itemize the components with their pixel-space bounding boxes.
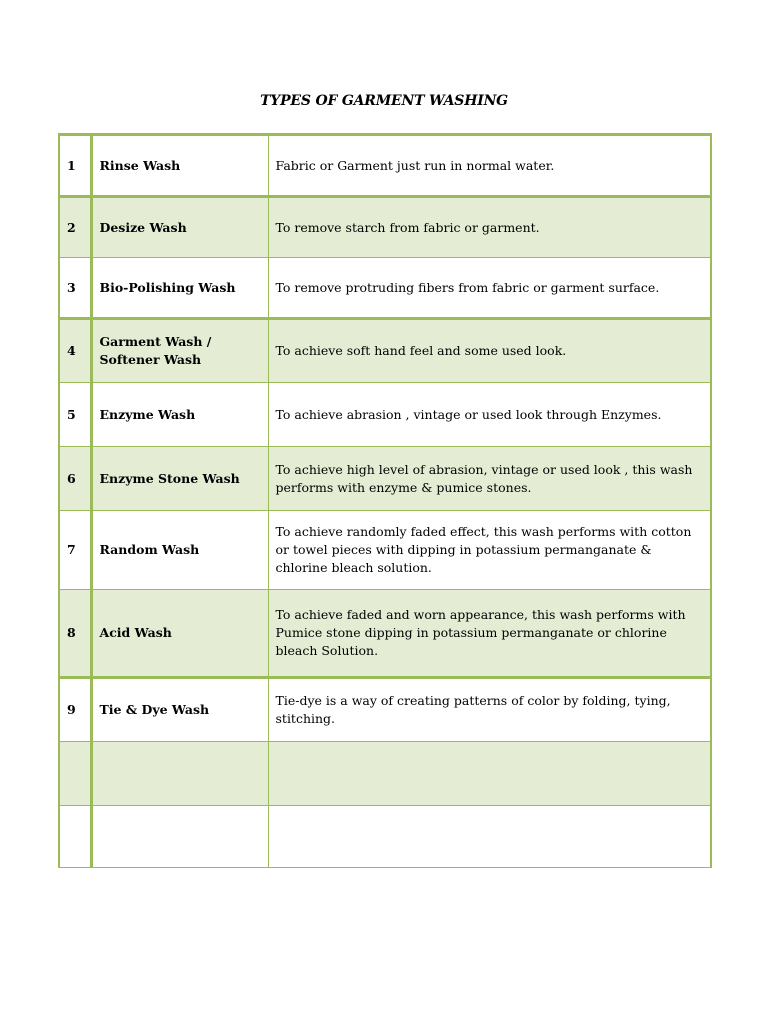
row-number — [59, 806, 91, 868]
table-row-empty — [59, 742, 711, 806]
wash-type: Random Wash — [91, 511, 268, 590]
wash-type: Acid Wash — [91, 590, 268, 678]
wash-description: To achieve faded and worn appearance, this wash performs with Pumice stone dipping in potassium permanganate or chlorine bleach Solution. — [268, 590, 711, 678]
row-number: 9 — [59, 678, 91, 742]
wash-description: Tie-dye is a way of creating patterns of color by folding, tying, stitching. — [268, 678, 711, 742]
row-number: 7 — [59, 511, 91, 590]
row-number — [59, 742, 91, 806]
row-number: 5 — [59, 383, 91, 447]
row-number: 4 — [59, 319, 91, 383]
table-row — [59, 590, 711, 678]
row-number: 8 — [59, 590, 91, 678]
wash-description — [268, 742, 711, 806]
table-row — [59, 447, 711, 511]
wash-description: To achieve abrasion , vintage or used look through Enzymes. — [268, 383, 711, 447]
wash-description: To achieve soft hand feel and some used look. — [268, 319, 711, 383]
wash-type: Enzyme Wash — [91, 383, 268, 447]
document-title: TYPES OF GARMENT WASHING — [260, 93, 508, 109]
table-row — [59, 511, 711, 590]
wash-description: To achieve randomly faded effect, this wash performs with cotton or towel pieces with dipping in potassium permanganate & chlorine bleach solution. — [268, 511, 711, 590]
table-row-empty — [59, 806, 711, 868]
row-number: 6 — [59, 447, 91, 511]
wash-type: Enzyme Stone Wash — [91, 447, 268, 511]
row-number: 3 — [59, 258, 91, 319]
row-number: 1 — [59, 135, 91, 197]
wash-type: Rinse Wash — [91, 135, 268, 197]
table-row — [59, 258, 711, 319]
table-row — [59, 135, 711, 197]
table-row — [59, 319, 711, 383]
wash-description: To remove protruding fibers from fabric or garment surface. — [268, 258, 711, 319]
row-number: 2 — [59, 197, 91, 258]
wash-type: Tie & Dye Wash — [91, 678, 268, 742]
wash-description — [268, 806, 711, 868]
washing-types-table — [58, 133, 712, 868]
wash-type: Desize Wash — [91, 197, 268, 258]
wash-description: Fabric or Garment just run in normal water. — [268, 135, 711, 197]
table-row — [59, 678, 711, 742]
table-row — [59, 197, 711, 258]
wash-type — [91, 806, 268, 868]
table-row — [59, 383, 711, 447]
wash-type: Garment Wash / Softener Wash — [91, 319, 268, 383]
wash-description: To remove starch from fabric or garment. — [268, 197, 711, 258]
wash-type — [91, 742, 268, 806]
wash-description: To achieve high level of abrasion, vintage or used look , this wash performs with enzyme & pumice stones. — [268, 447, 711, 511]
wash-type: Bio-Polishing Wash — [91, 258, 268, 319]
